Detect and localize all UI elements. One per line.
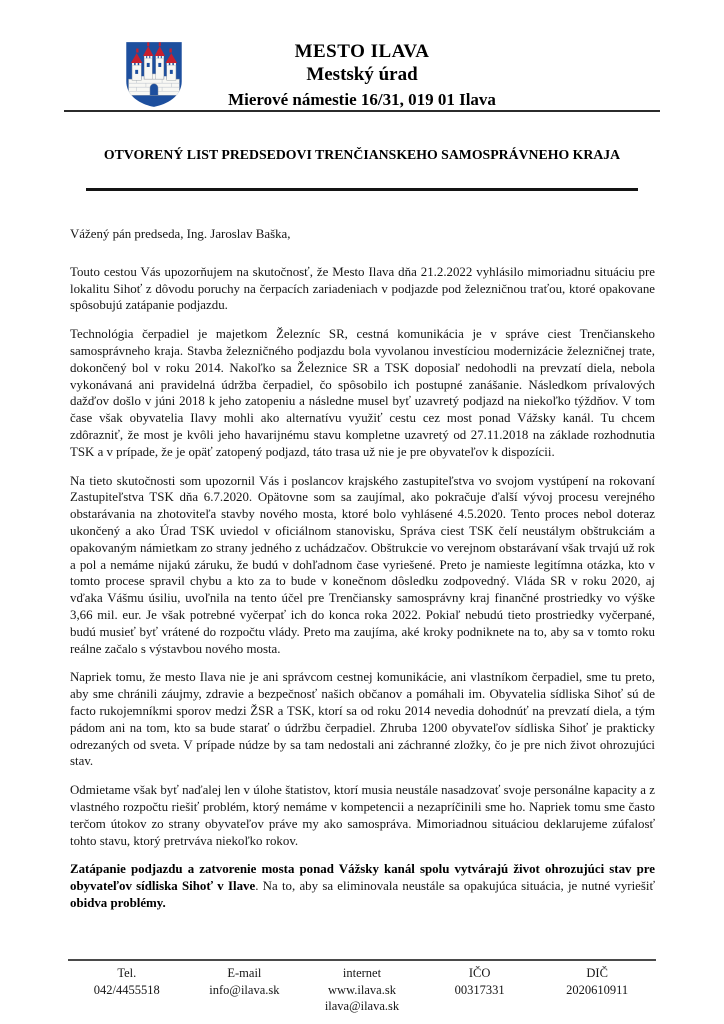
footer-col-phone <box>68 965 186 1015</box>
letter-body <box>70 226 655 912</box>
office-address: Mierové námestie 16/31, 019 01 Ilava <box>228 90 496 109</box>
footer-contacts <box>68 965 656 1015</box>
footer-col-email <box>186 965 304 1015</box>
footer-divider <box>68 959 656 961</box>
footer-label-dic: DIČ <box>586 966 608 980</box>
closing-middle-text: . Na to, aby sa eliminovala neustále sa opakujúca situácia, je nutné vyriešiť <box>255 879 655 894</box>
footer-value-ico: 00317331 <box>454 982 505 997</box>
footer-label-ico: IČO <box>468 966 491 980</box>
header-divider <box>64 110 660 112</box>
footer-value-email: info@ilava.sk <box>209 982 280 997</box>
paragraph-refusal: Odmietame však byť naďalej len v úlohe štatistov, ktorí musia neustále nasadzovať svoje personálne kapacity a z vlastného rozpočtu riešiť problém, ktorý nemáme v kompetencii a nezapríčinili sme ho. Napriek tomu sme často terčom útokov zo strany obyvateľov práve my ako samospráva. Mimoriadnou situáciou deklarujeme zúfalosť tohto stavu, ktorý pretrváva niekoľko rokov. <box>70 783 655 848</box>
paragraph-situation: Touto cestou Vás upozorňujem na skutočnosť, že Mesto Ilava dňa 21.2.2022 vyhlásilo mimoriadnu situáciu pre lokalitu Sihoť z dôvodu poruchy na čerpacích zariadeniach v podjazde pod železničnou traťou, ktoré opakovane spôsobujú zatápanie podjazdu. <box>70 264 655 313</box>
footer-col-dic <box>538 965 656 1015</box>
footer-col-ico <box>421 965 539 1015</box>
paragraph-technology: Technológia čerpadiel je majetkom Železníc SR, cestná komunikácia je v správe ciest Trenčianskeho samosprávneho kraja. Stavba železničného podjazdu bola vyvolanou investíciou modernizácie železničnej trate, dokončený bol v roku 2014. Nakoľko sa Železnice SR a TSK doposiaľ nedohodli na prevzatí diela, nebola vykonávaná ani pravidelná údržba čerpadiel, čo spôsobilo ich postupné zanášanie. Následkom prívalových dažďov došlo v júni 2018 k jeho zatopeniu a následne musel byť uzavretý podjazd na niekoľko týždňov. V tom čase však obyvatelia Ilavy mohli ako alternatívu využiť cestu cez most ponad Vážsky kanál. Tu chcem zdôrazniť, že most je kvôli jeho havarijnému stavu kompletne uzavretý od 27.11.2018 na základe rozhodnutia TSK a v prípade, že je opäť zatopený podjazd, táto trasa už nie je pre obyvateľov k dispozícii. <box>70 327 655 459</box>
paragraph-procurement: Na tieto skutočnosti som upozornil Vás i poslancov krajského zastupiteľstva vo svojom vystúpení na rokovaní Zastupiteľstva TSK dňa 6.7.2020. Opätovne som sa zaujímal, ako pokračuje ďalší vývoj procesu verejného obstarávania na zhotoviteľa stavby nového mosta, ktoré bolo vyhlásené 4.5.2020. Tento proces nebol doteraz ukončený a ako Úrad TSK uviedol v oficiálnom stanovisku, Správa ciest TSK čelí neustálym obštrukciám a opakovaným námietkam zo strany jedného z uchádzačov. Obštrukcie vo verejnom obstarávaní však trvajú už rok a pol a nemáme nijakú záruku, že budú v dohľadnom čase vyriešené. Preto je namieste legitímna otázka, kto v tomto procese spravil chybu a kto za to bude v konečnom dôsledku zodpovedný. Vláda SR v roku 2020, aj vďaka Vášmu úsiliu, uvoľnila na tento účel pre Trenčiansky samosprávny kraj finančné prostriedky vo výške 3,66 mil. eur. Je však potrebné vyčerpať ich do konca roka 2022. Pokiaľ nebudú tieto prostriedky vyčerpané, budú musieť byť vrátené do rozpočtu vlády. Preto ma zaujíma, aké kroky podniknete na to, aby sa v tomto roku reálne začalo s výstavbou nového mosta. <box>70 473 655 656</box>
letterhead <box>0 40 724 112</box>
footer-value-dic: 2020610911 <box>566 982 629 997</box>
footer-value-website: www.ilava.sk <box>328 982 396 997</box>
footer-label-internet: internet <box>342 966 382 980</box>
paragraph-residents: Napriek tomu, že mesto Ilava nie je ani správcom cestnej komunikácie, ani vlastníkom čerpadiel, sme tu preto, aby sme chránili záujmy, zdravie a bezpečnosť našich občanov a pomáhali im. Obyvatelia sídliska Sihoť sú de facto rukojemníkmi sporov medzi ŽSR a TSK, ktorí sa od roku 2014 nevedia dohodnúť na prevzatí diela, a tým pádom ani na tom, kto sa bude starať o údržbu čerpadiel. Zhruba 1200 obyvateľov sídliska Sihoť je prakticky odrezaných od sveta. V prípade núdze by sa tam nedostali ani záchranné zložky, čo je pre nich život ohrozujúci stav. <box>70 670 655 769</box>
footer-col-internet <box>303 965 421 1015</box>
closing-bold-end: obidva problémy. <box>70 895 166 910</box>
footer-label-phone: Tel. <box>117 966 137 980</box>
footer-value-email-alt: ilava@ilava.sk <box>324 999 400 1013</box>
salutation: Vážený pán predseda, Ing. Jaroslav Baška, <box>70 227 291 241</box>
letter-title: OTVORENÝ LIST PREDSEDOVI TRENČIANSKEHO SAMOSPRÁVNEHO KRAJA <box>103 147 621 162</box>
footer-value-phone: 042/4455518 <box>93 982 160 997</box>
closing-bold-lead: Zatápanie podjazdu a zatvorenie mosta ponad Vážsky kanál spolu vytvárajú život ohrozujúci stav pre obyvateľov sídliska Sihoť v Ilave <box>70 862 655 894</box>
footer-label-email: E-mail <box>227 966 262 980</box>
office-name: Mestský úrad <box>306 64 418 85</box>
closing-paragraph <box>70 861 655 911</box>
organization-name: MESTO ILAVA <box>294 41 430 62</box>
title-divider <box>86 188 638 191</box>
